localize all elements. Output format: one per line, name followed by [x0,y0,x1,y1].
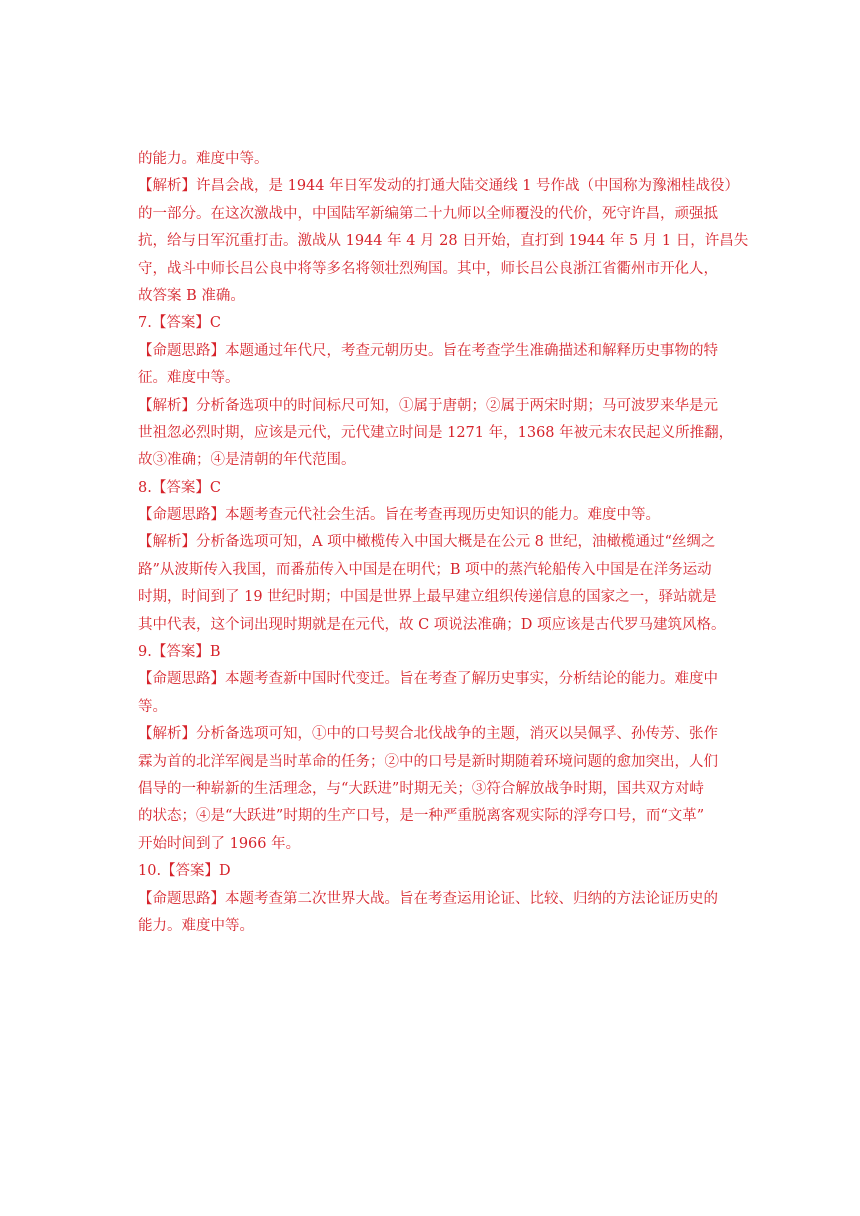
text-line: 其中代表，这个词出现时期就是在元代，故 C 项说法准确；D 项应该是古代罗马建筑风格。 [138,616,726,633]
text-line: 时期，时间到了 19 世纪时期；中国是世界上最早建立组织传递信息的国家之一，驿站就是 [138,589,717,606]
text-line: 【解析】分析备选项可知，①中的口号契合北伐战争的主题，消灭以吴佩孚、孙传芳、张作 [138,726,718,743]
text-line: 霖为首的北洋军阀是当时革命的任务；②中的口号是新时期随着环境问题的愈加突出，人们 [138,753,718,770]
text-line: 故③准确；④是清朝的年代范围。 [138,452,356,469]
text-line: 路”从波斯传入我国，而番茄传入中国是在明代；B 项中的蒸汽轮船传入中国是在洋务运动 [138,561,712,578]
text-line: 10.【答案】D [138,863,231,880]
text-line: 世祖忽必烈时期，应该是元代，元代建立时间是 1271 年，1368 年被元末农民起义所推翻， [138,424,734,441]
text-line: 【命题思路】本题考查新中国时代变迁。旨在考查了解历史事实，分析结论的能力。难度中 [138,671,718,688]
text-line: 【命题思路】本题考查元代社会生活。旨在考查再现历史知识的能力。难度中等。 [138,507,660,524]
text-line: 【解析】许昌会战，是 1944 年日军发动的打通大陆交通线 1 号作战（中国称为豫湘桂战役） [138,178,740,195]
text-line: 能力。难度中等。 [138,917,254,934]
text-line: 【命题思路】本题通过年代尺，考查元朝历史。旨在考查学生准确描述和解释历史事物的特 [138,342,718,359]
text-line: 守，战斗中师长吕公良中将等多名将领壮烈殉国。其中，师长吕公良浙江省衢州市开化人， [138,260,718,277]
text-line: 的能力。难度中等。 [138,151,269,167]
text-line: 【命题思路】本题考查第二次世界大战。旨在考查运用论证、比较、归纳的方法论证历史的 [138,890,718,907]
text-line: 抗，给与日军沉重打击。激战从 1944 年 4 月 28 日开始，直打到 1944 年 5 月 1 日，许昌失 [138,233,749,250]
text-line: 9.【答案】B [138,644,221,661]
text-line: 【解析】分析备选项中的时间标尺可知，①属于唐朝；②属于两宋时期；马可波罗来华是元 [138,397,718,414]
text-line: 征。难度中等。 [138,370,240,387]
text-line: 7.【答案】C [138,315,221,332]
answer-explanation-text [138,146,749,940]
text-line: 的状态；④是“大跃进”时期的生产口号，是一种严重脱离客观实际的浮夸口号，而“文革” [138,808,705,825]
text-line: 开始时间到了 1966 年。 [138,835,301,852]
text-line: 等。 [138,698,167,715]
text-line: 【解析】分析备选项可知，A 项中橄榄传入中国大概是在公元 8 世纪，油橄榄通过“丝绸之 [138,534,716,551]
text-line: 8.【答案】C [138,479,221,496]
text-line: 倡导的一种崭新的生活理念，与“大跃进”时期无关；③符合解放战争时期，国共双方对峙 [138,780,704,797]
text-line: 的一部分。在这次激战中，中国陆军新编第二十九师以全师覆没的代价，死守许昌，顽强抵 [138,205,718,222]
text-line: 故答案 B 准确。 [138,287,245,304]
